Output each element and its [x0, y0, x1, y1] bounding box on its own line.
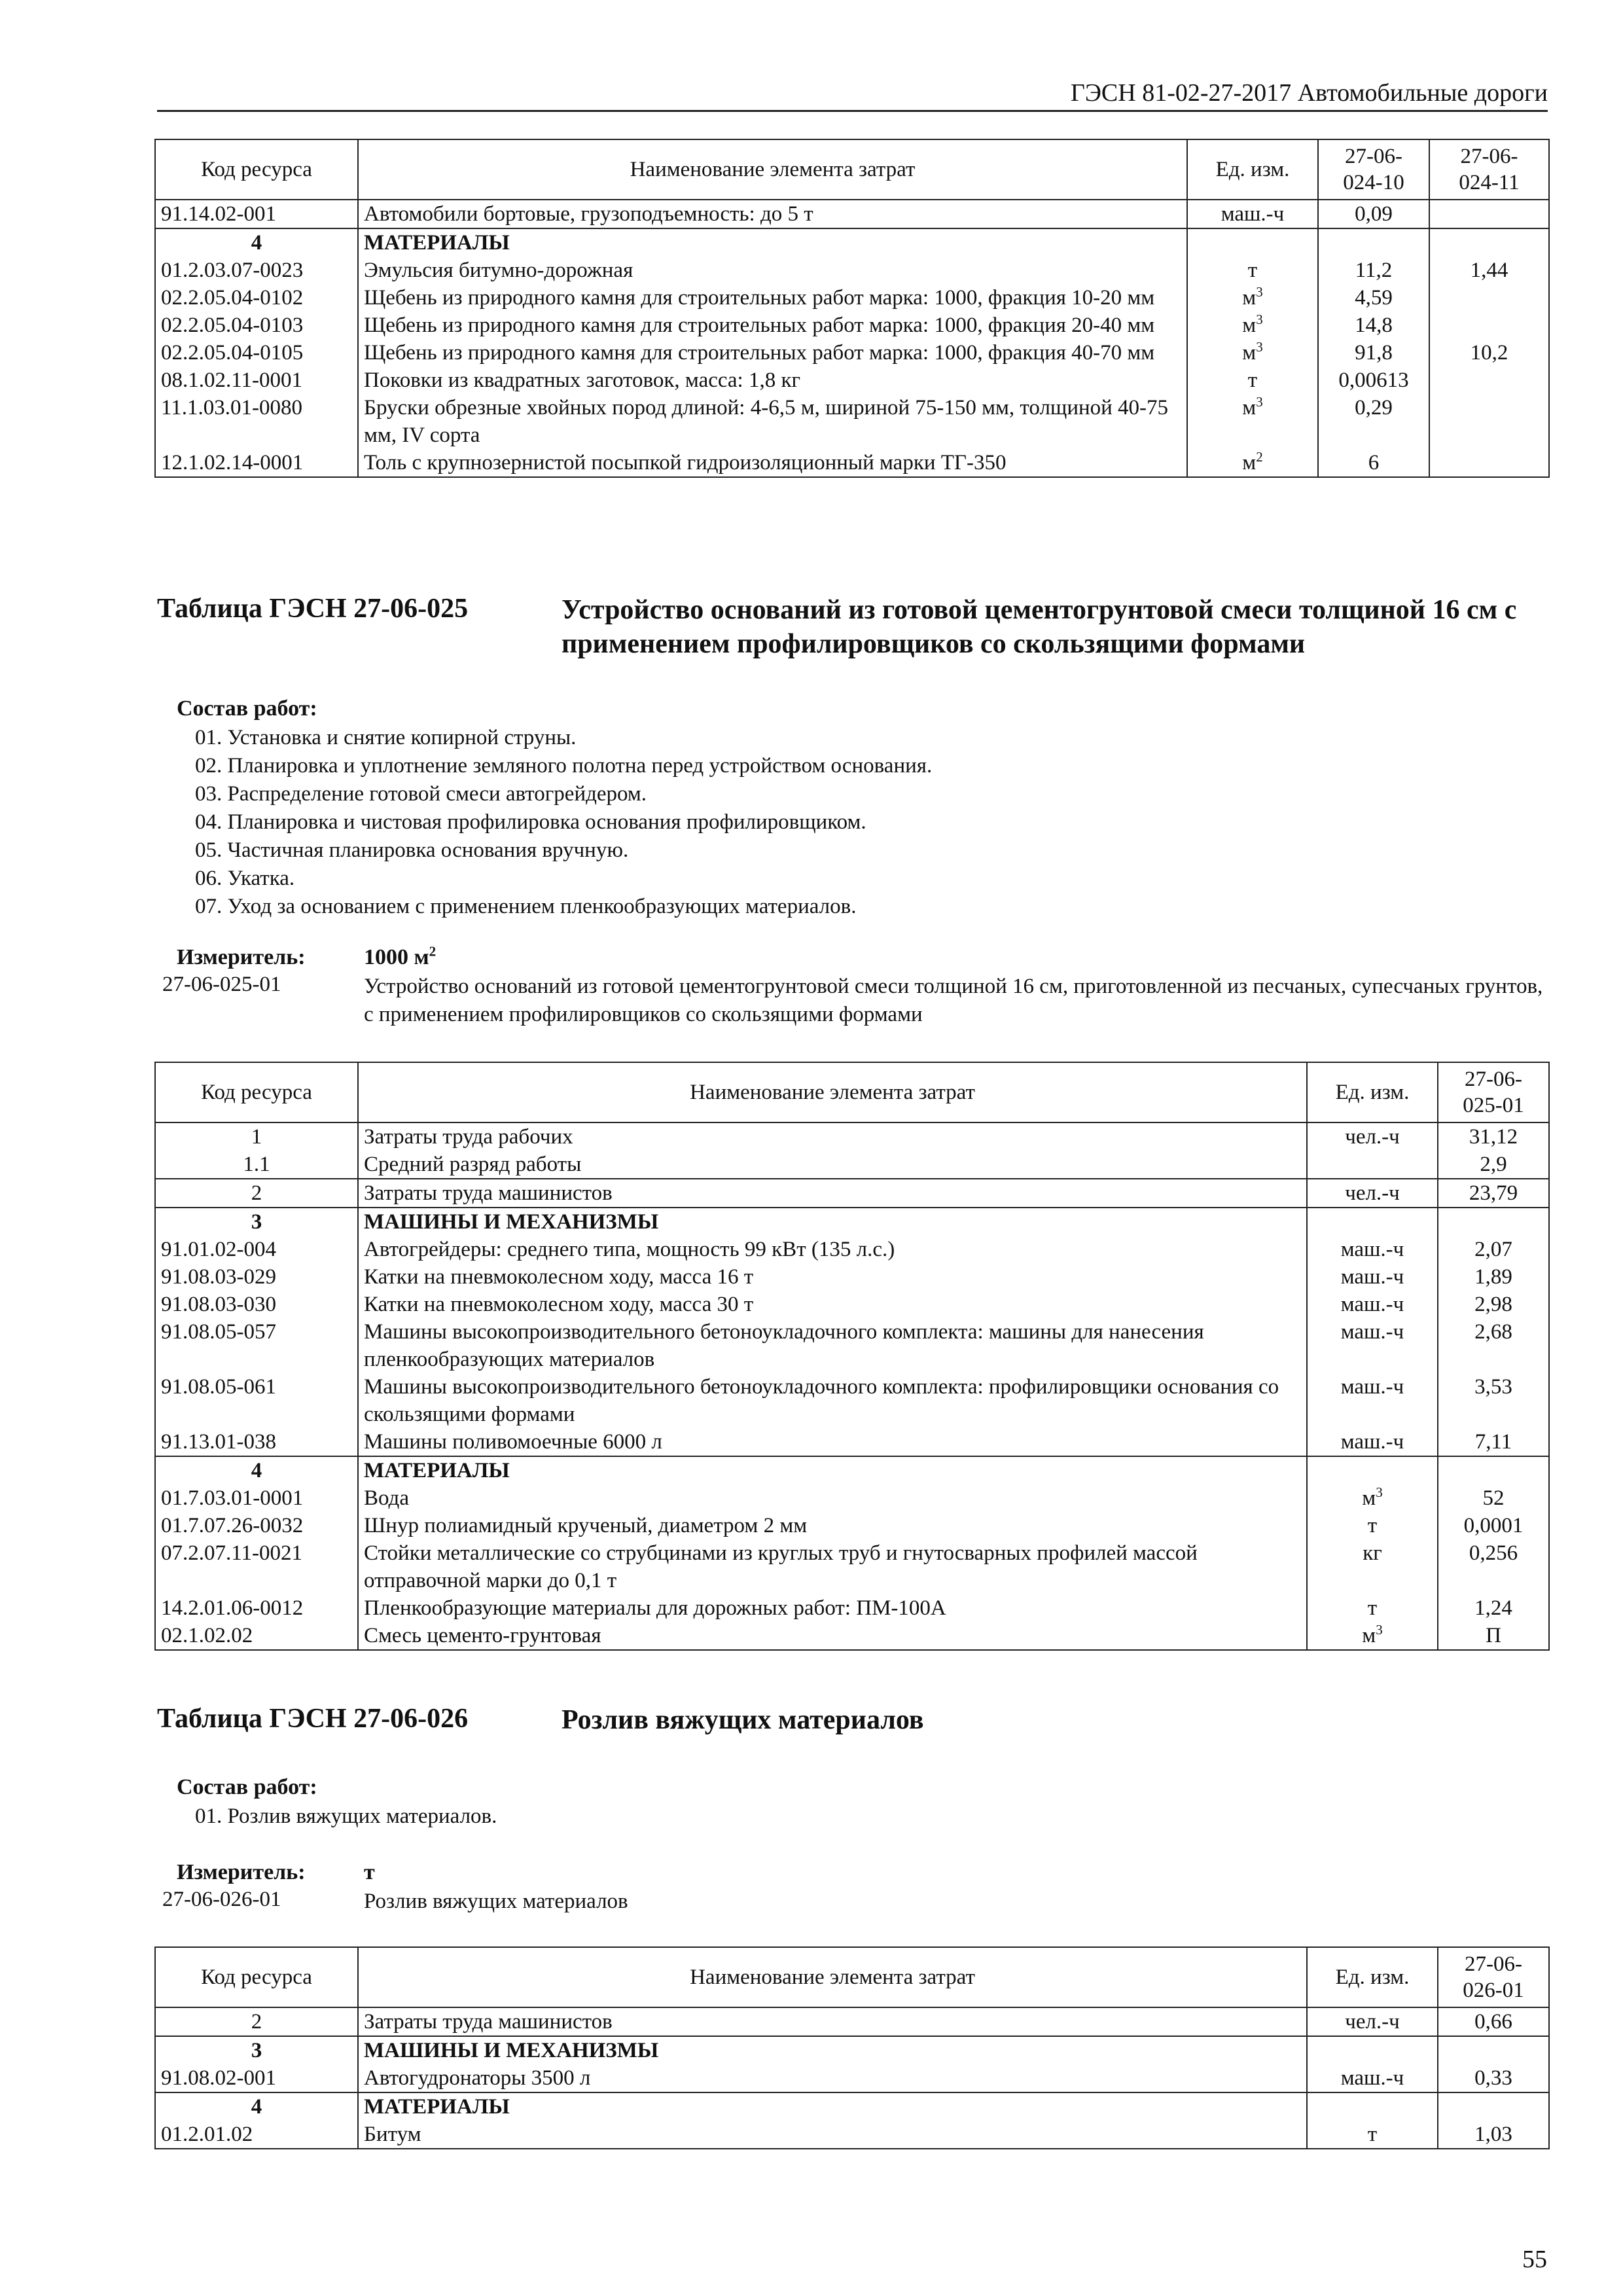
- page-number: 55: [1522, 2246, 1547, 2273]
- izm-label-026: Измеритель:: [177, 1860, 306, 1884]
- cell-name: Щебень из природного камня для строительных работ марка: 1000, фракция 10-20 мм: [358, 284, 1187, 312]
- th-col1: 27-06- 026-01: [1438, 1947, 1549, 2007]
- cell-unit: [1307, 2036, 1438, 2064]
- cell-unit: маш.-ч: [1307, 1236, 1438, 1263]
- cell-unit: $м^3$: [1187, 394, 1318, 449]
- cell-name: Затраты труда рабочих: [358, 1122, 1307, 1151]
- cell-code: 08.1.02.11-0001: [155, 367, 358, 394]
- cell-name: Средний разряд работы: [358, 1151, 1307, 1179]
- cell-name: МАТЕРИАЛЫ: [358, 1456, 1307, 1484]
- table-27-06-025: [154, 1062, 1550, 1651]
- cell-unit: т: [1307, 1594, 1438, 1622]
- cell-code: 02.2.05.04-0105: [155, 339, 358, 367]
- cell-value-2: 1,44: [1429, 257, 1549, 284]
- cell-unit: $м^3$: [1307, 1622, 1438, 1650]
- works-list-026: [195, 1803, 497, 1831]
- cell-code: 2: [155, 1179, 358, 1208]
- cell-name: Затраты труда машинистов: [358, 1179, 1307, 1208]
- table-row: [155, 394, 1549, 449]
- cell-name: Вода: [358, 1484, 1307, 1512]
- table-row: [155, 2064, 1549, 2092]
- cell-value-1: 1,03: [1438, 2121, 1549, 2149]
- works-list-025: [195, 724, 932, 921]
- work-item: 02. Планировка и уплотнение земляного полотна перед устройством основания.: [195, 754, 933, 778]
- cell-value-1: 2,9: [1438, 1151, 1549, 1179]
- cell-code: 01.2.03.07-0023: [155, 257, 358, 284]
- cell-value-1: 6: [1318, 449, 1429, 477]
- cell-name: Машины высокопроизводительного бетоноукладочного комплекта: машины для нанесения пленкообразующих материалов: [358, 1318, 1307, 1373]
- th-code: Код ресурса: [155, 1947, 358, 2007]
- table-row: [155, 2036, 1549, 2064]
- table-row: [155, 228, 1549, 257]
- cell-name: Стойки металлические со струбцинами из круглых труб и гнутосварных профилей массой отправочной марки до 0,1 т: [358, 1539, 1307, 1594]
- cell-code: 01.2.01.02: [155, 2121, 358, 2149]
- th-col1: 27-06- 025-01: [1438, 1062, 1549, 1122]
- cell-code: 3: [155, 2036, 358, 2064]
- cell-unit: маш.-ч: [1307, 1263, 1438, 1291]
- cell-value-1: 31,12: [1438, 1122, 1549, 1151]
- work-item: 05. Частичная планировка основания вручную.: [195, 838, 629, 862]
- cell-value-2: [1429, 449, 1549, 477]
- cell-code: 2: [155, 2007, 358, 2036]
- cell-name: Затраты труда машинистов: [358, 2007, 1307, 2036]
- th-code: Код ресурса: [155, 1062, 358, 1122]
- cell-value-1: 14,8: [1318, 312, 1429, 339]
- cell-value-1: 4,59: [1318, 284, 1429, 312]
- cell-code: 91.08.05-057: [155, 1318, 358, 1373]
- table-title-026: Розлив вяжущих материалов: [562, 1705, 924, 1735]
- table-row: [155, 257, 1549, 284]
- cell-value-1: 11,2: [1318, 257, 1429, 284]
- cell-value-1: [1438, 1456, 1549, 1484]
- cell-name: Автогудронаторы 3500 л: [358, 2064, 1307, 2092]
- th-col1: 27-06- 024-10: [1318, 139, 1429, 200]
- cell-value-1: [1438, 2036, 1549, 2064]
- work-item: 01. Розлив вяжущих материалов.: [195, 1804, 497, 1828]
- cell-code: 1.1: [155, 1151, 358, 1179]
- cell-value-2: [1429, 228, 1549, 257]
- table-row: [155, 1179, 1549, 1208]
- cell-code: 91.08.05-061: [155, 1373, 358, 1428]
- cell-code: 91.13.01-038: [155, 1428, 358, 1456]
- cell-code: 1: [155, 1122, 358, 1151]
- cell-value-1: 1,89: [1438, 1263, 1549, 1291]
- cell-unit: маш.-ч: [1307, 1291, 1438, 1318]
- cell-code: 02.2.05.04-0103: [155, 312, 358, 339]
- th-name: Наименование элемента затрат: [358, 1062, 1307, 1122]
- cell-code: 91.08.03-029: [155, 1263, 358, 1291]
- th-unit: Ед. изм.: [1307, 1062, 1438, 1122]
- cell-name: МАШИНЫ И МЕХАНИЗМЫ: [358, 2036, 1307, 2064]
- cell-value-1: 3,53: [1438, 1373, 1549, 1428]
- sostav-label-025: Состав работ:: [177, 696, 317, 721]
- table-row: [155, 1594, 1549, 1622]
- cell-code: 14.2.01.06-0012: [155, 1594, 358, 1622]
- cell-name: МАШИНЫ И МЕХАНИЗМЫ: [358, 1208, 1307, 1236]
- table-label-025: Таблица ГЭСН 27-06-025: [157, 594, 469, 624]
- work-item: 04. Планировка и чистовая профилировка основания профилировщиком.: [195, 810, 866, 834]
- izm-label-025: Измеритель:: [177, 945, 306, 969]
- table-row: [155, 339, 1549, 367]
- cell-unit: маш.-ч: [1307, 1318, 1438, 1373]
- cell-unit: т: [1187, 367, 1318, 394]
- table-row: [155, 1373, 1549, 1428]
- table-row: [155, 1208, 1549, 1236]
- table-row: [155, 1539, 1549, 1594]
- th-code: Код ресурса: [155, 139, 358, 200]
- cell-value-1: 0,0001: [1438, 1512, 1549, 1539]
- cell-value-1: 0,00613: [1318, 367, 1429, 394]
- cell-code: 02.1.02.02: [155, 1622, 358, 1650]
- cell-unit: $м^3$: [1187, 284, 1318, 312]
- cell-name: Катки на пневмоколесном ходу, масса 30 т: [358, 1291, 1307, 1318]
- cell-value-1: 2,98: [1438, 1291, 1549, 1318]
- table-27-06-024: [154, 139, 1550, 478]
- cell-name: Щебень из природного камня для строительных работ марка: 1000, фракция 40-70 мм: [358, 339, 1187, 367]
- cell-code: 91.01.02-004: [155, 1236, 358, 1263]
- cell-value-1: 91,8: [1318, 339, 1429, 367]
- header-doc-title: ГЭСН 81-02-27-2017 Автомобильные дороги: [1070, 79, 1548, 107]
- cell-code: 91.08.03-030: [155, 1291, 358, 1318]
- cell-name: Поковки из квадратных заготовок, масса: 1,8 кг: [358, 367, 1187, 394]
- cell-name: Щебень из природного камня для строительных работ марка: 1000, фракция 20-40 мм: [358, 312, 1187, 339]
- th-name: Наименование элемента затрат: [358, 139, 1187, 200]
- table-row: [155, 312, 1549, 339]
- cell-name: Бруски обрезные хвойных пород длиной: 4-6,5 м, шириной 75-150 мм, толщиной 40-75 мм, IV сорта: [358, 394, 1187, 449]
- cell-value-1: 23,79: [1438, 1179, 1549, 1208]
- cell-unit: [1307, 2092, 1438, 2121]
- cell-name: Машины высокопроизводительного бетоноукладочного комплекта: профилировщики основания со скользящими формами: [358, 1373, 1307, 1428]
- cell-value-2: [1429, 394, 1549, 449]
- cell-unit: чел.-ч: [1307, 1179, 1438, 1208]
- norm-code-025: 27-06-025-01: [162, 973, 281, 996]
- cell-unit: т: [1187, 257, 1318, 284]
- cell-code: 07.2.07.11-0021: [155, 1539, 358, 1594]
- cell-value-1: 52: [1438, 1484, 1549, 1512]
- cell-unit: [1307, 1456, 1438, 1484]
- table-row: [155, 1512, 1549, 1539]
- cell-unit: т: [1307, 1512, 1438, 1539]
- table-row: [155, 2007, 1549, 2036]
- table-label-026: Таблица ГЭСН 27-06-026: [157, 1704, 469, 1734]
- norm-desc-026: Розлив вяжущих материалов: [364, 1890, 628, 1913]
- table-row: [155, 1428, 1549, 1456]
- cell-value-1: 0,09: [1318, 200, 1429, 228]
- table-row: [155, 1291, 1549, 1318]
- table-row: [155, 2121, 1549, 2149]
- cell-value-2: 10,2: [1429, 339, 1549, 367]
- work-item: 06. Укатка.: [195, 867, 295, 890]
- cell-code: 11.1.03.01-0080: [155, 394, 358, 449]
- cell-value-2: [1429, 284, 1549, 312]
- cell-code: 4: [155, 2092, 358, 2121]
- table-27-06-026: [154, 1946, 1550, 2149]
- th-unit: Ед. изм.: [1307, 1947, 1438, 2007]
- cell-name: Автомобили бортовые, грузоподъемность: до 5 т: [358, 200, 1187, 228]
- cell-value-2: [1429, 312, 1549, 339]
- cell-name: Эмульсия битумно-дорожная: [358, 257, 1187, 284]
- cell-name: Толь с крупнозернистой посыпкой гидроизоляционный марки ТГ-350: [358, 449, 1187, 477]
- cell-code: 91.14.02-001: [155, 200, 358, 228]
- cell-unit: чел.-ч: [1307, 1122, 1438, 1151]
- cell-value-1: 2,68: [1438, 1318, 1549, 1373]
- cell-value-1: [1318, 228, 1429, 257]
- th-name: Наименование элемента затрат: [358, 1947, 1307, 2007]
- cell-unit: $м^2$: [1187, 449, 1318, 477]
- cell-unit: кг: [1307, 1539, 1438, 1594]
- table-title-025: Устройство оснований из готовой цементогрунтовой смеси толщиной 16 см с применением профилировщиков со скользящими формами: [562, 595, 1517, 659]
- cell-unit: т: [1307, 2121, 1438, 2149]
- cell-value-1: 0,29: [1318, 394, 1429, 449]
- work-item: 03. Распределение готовой смеси автогрейдером.: [195, 782, 647, 806]
- cell-value-2: [1429, 367, 1549, 394]
- table-row: [155, 1622, 1549, 1650]
- table-row: [155, 449, 1549, 477]
- cell-value-1: 0,256: [1438, 1539, 1549, 1594]
- cell-unit: маш.-ч: [1307, 1373, 1438, 1428]
- cell-code: 4: [155, 1456, 358, 1484]
- cell-unit: маш.-ч: [1187, 200, 1318, 228]
- cell-code: 4: [155, 228, 358, 257]
- cell-unit: $м^3$: [1187, 339, 1318, 367]
- table-row: [155, 1456, 1549, 1484]
- norm-code-026: 27-06-026-01: [162, 1888, 281, 1911]
- cell-unit: [1307, 1208, 1438, 1236]
- izm-value-026: т: [364, 1860, 375, 1884]
- table-row: [155, 1263, 1549, 1291]
- running-header: [157, 77, 1548, 112]
- cell-unit: [1187, 228, 1318, 257]
- cell-name: МАТЕРИАЛЫ: [358, 228, 1187, 257]
- table-row: [155, 367, 1549, 394]
- cell-name: Автогрейдеры: среднего типа, мощность 99 кВт (135 л.с.): [358, 1236, 1307, 1263]
- table-row: [155, 1122, 1549, 1151]
- cell-code: 01.7.03.01-0001: [155, 1484, 358, 1512]
- sostav-label-026: Состав работ:: [177, 1775, 317, 1799]
- cell-value-1: 7,11: [1438, 1428, 1549, 1456]
- cell-code: 12.1.02.14-0001: [155, 449, 358, 477]
- th-unit: Ед. изм.: [1187, 139, 1318, 200]
- table-row: [155, 2092, 1549, 2121]
- cell-name: Битум: [358, 2121, 1307, 2149]
- cell-value-1: П: [1438, 1622, 1549, 1650]
- cell-name: Катки на пневмоколесном ходу, масса 16 т: [358, 1263, 1307, 1291]
- cell-value-1: 2,07: [1438, 1236, 1549, 1263]
- cell-name: Машины поливомоечные 6000 л: [358, 1428, 1307, 1456]
- cell-name: МАТЕРИАЛЫ: [358, 2092, 1307, 2121]
- cell-name: Пленкообразующие материалы для дорожных работ: ПМ-100А: [358, 1594, 1307, 1622]
- cell-name: Шнур полиамидный крученый, диаметром 2 мм: [358, 1512, 1307, 1539]
- cell-unit: маш.-ч: [1307, 1428, 1438, 1456]
- cell-code: 01.7.07.26-0032: [155, 1512, 358, 1539]
- table-row: [155, 1318, 1549, 1373]
- norm-desc-025: Устройство оснований из готовой цементогрунтовой смеси толщиной 16 см, приготовленной из песчаных, супесчаных грунтов, с применением профилировщиков со скользящими формами: [364, 975, 1543, 1026]
- th-col2: 27-06- 024-11: [1429, 139, 1549, 200]
- cell-unit: чел.-ч: [1307, 2007, 1438, 2036]
- work-item: 07. Уход за основанием с применением пленкообразующих материалов.: [195, 895, 857, 918]
- cell-unit: $м^3$: [1187, 312, 1318, 339]
- cell-name: Смесь цементо-грунтовая: [358, 1622, 1307, 1650]
- cell-value-1: 0,33: [1438, 2064, 1549, 2092]
- cell-code: 02.2.05.04-0102: [155, 284, 358, 312]
- table-row: [155, 284, 1549, 312]
- cell-value-1: [1438, 2092, 1549, 2121]
- cell-value-2: [1429, 200, 1549, 228]
- table-row: [155, 1236, 1549, 1263]
- cell-code: 3: [155, 1208, 358, 1236]
- cell-code: 91.08.02-001: [155, 2064, 358, 2092]
- table-row: [155, 1151, 1549, 1179]
- izm-value-025: 1000 $м^2$: [364, 943, 437, 969]
- table-row: [155, 1484, 1549, 1512]
- cell-value-1: 1,24: [1438, 1594, 1549, 1622]
- cell-unit: $м^3$: [1307, 1484, 1438, 1512]
- cell-unit: [1307, 1151, 1438, 1179]
- cell-value-1: 0,66: [1438, 2007, 1549, 2036]
- cell-unit: маш.-ч: [1307, 2064, 1438, 2092]
- table-row: [155, 200, 1549, 228]
- cell-value-1: [1438, 1208, 1549, 1236]
- work-item: 01. Установка и снятие копирной струны.: [195, 726, 577, 749]
